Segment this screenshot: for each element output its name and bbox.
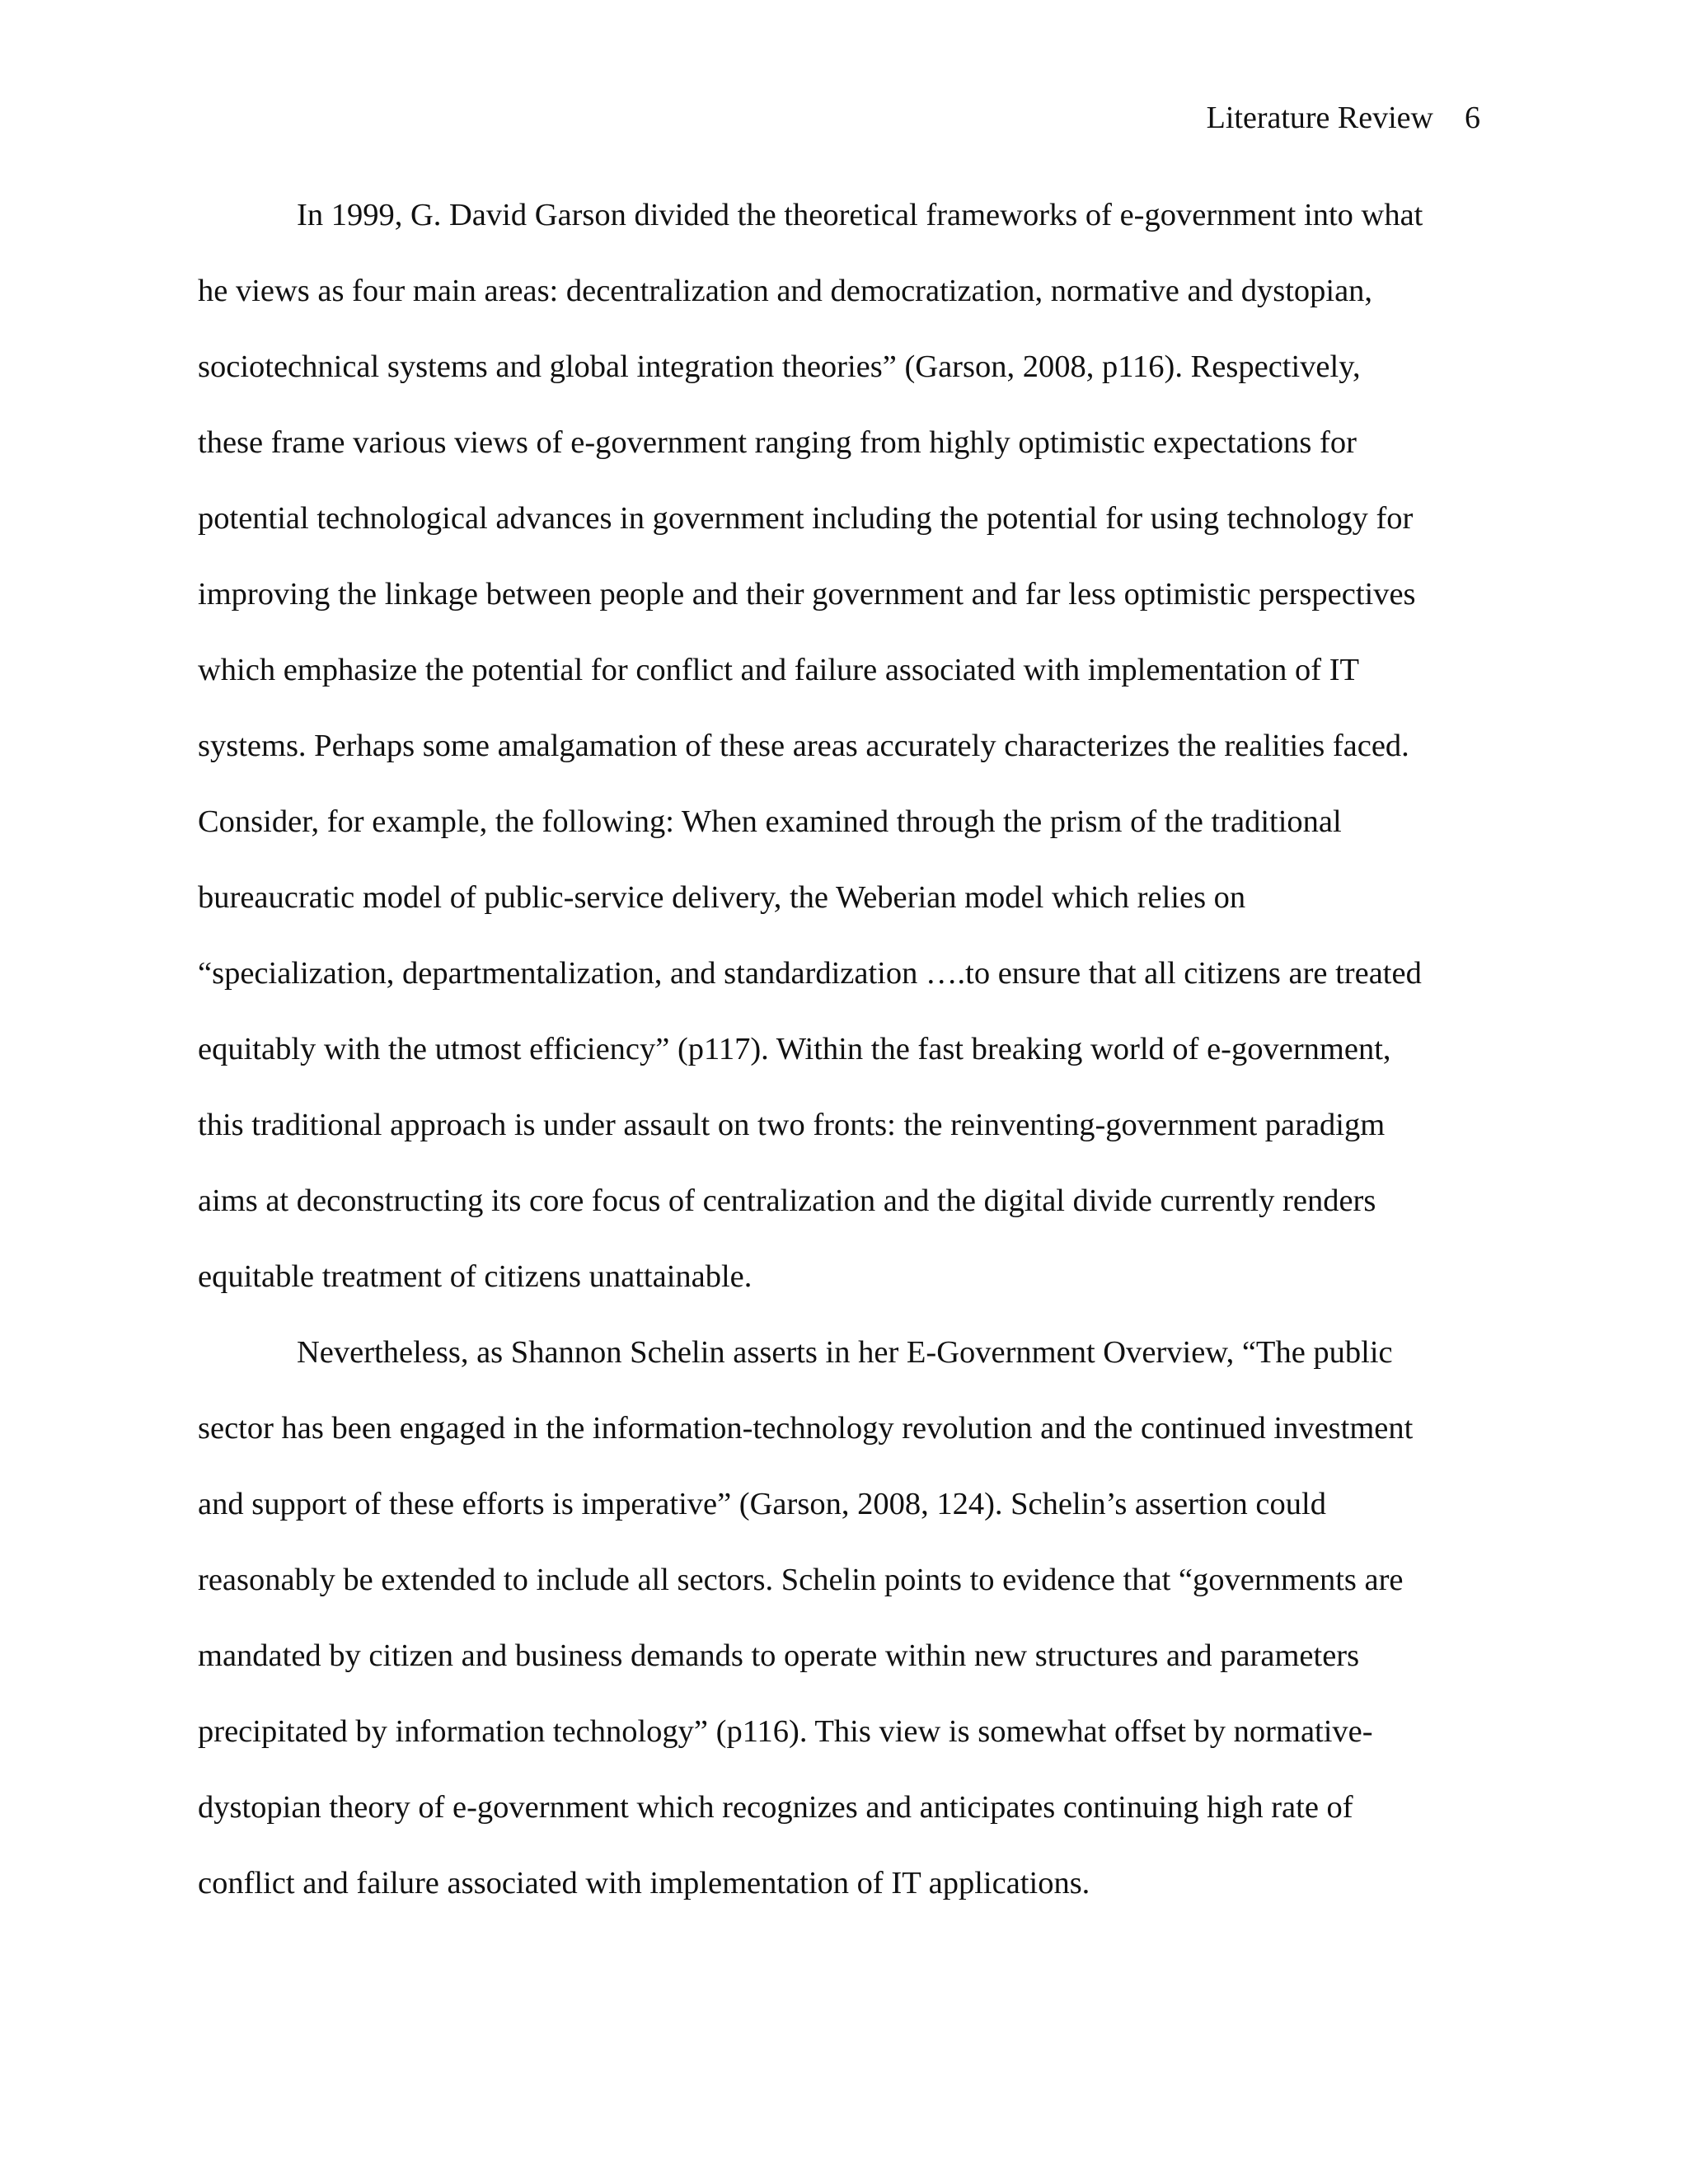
text-line: this traditional approach is under assault on two fronts: the reinventing-government paradigm: [198, 1108, 1386, 1142]
text-line: these frame various views of e-government ranging from highly optimistic expectations for: [198, 425, 1357, 460]
text-line: conflict and failure associated with implementation of IT applications.: [198, 1866, 1090, 1900]
text-line: potential technological advances in government including the potential for using technology for: [198, 501, 1414, 536]
paragraph-1: [198, 193, 1490, 1330]
text-line: mandated by citizen and business demands to operate within new structures and parameters: [198, 1638, 1360, 1673]
paragraph-2: [198, 1330, 1490, 1937]
text-line: equitably with the utmost efficiency” (p117). Within the fast breaking world of e-government,: [198, 1032, 1391, 1066]
text-line: dystopian theory of e-government which recognizes and anticipates continuing high rate of: [198, 1790, 1353, 1825]
text-line: Nevertheless, as Shannon Schelin asserts in her E-Government Overview, “The public: [297, 1335, 1393, 1370]
text-line: sector has been engaged in the information-technology revolution and the continued investment: [198, 1411, 1414, 1446]
text-line: In 1999, G. David Garson divided the theoretical frameworks of e-government into what: [297, 198, 1423, 232]
text-line: he views as four main areas: decentralization and democratization, normative and dystopian,: [198, 274, 1373, 308]
body-text: [198, 193, 1490, 1937]
text-line: bureaucratic model of public-service delivery, the Weberian model which relies on: [198, 880, 1246, 915]
text-line: “specialization, departmentalization, and standardization ….to ensure that all citizens are treated: [198, 956, 1422, 991]
text-line: improving the linkage between people and their government and far less optimistic perspectives: [198, 577, 1416, 612]
text-line: aims at deconstructing its core focus of centralization and the digital divide currently renders: [198, 1183, 1376, 1218]
text-line: which emphasize the potential for conflict and failure associated with implementation of IT: [198, 653, 1360, 687]
text-line: reasonably be extended to include all sectors. Schelin points to evidence that “governments are: [198, 1563, 1404, 1597]
text-line: Consider, for example, the following: When examined through the prism of the traditional: [198, 804, 1342, 839]
text-line: precipitated by information technology” (p116). This view is somewhat offset by normative-: [198, 1714, 1373, 1749]
text-line: sociotechnical systems and global integration theories” (Garson, 2008, p116). Respectively,: [198, 349, 1361, 384]
text-line: systems. Perhaps some amalgamation of these areas accurately characterizes the realities faced.: [198, 729, 1409, 763]
text-line: equitable treatment of citizens unattainable.: [198, 1259, 753, 1294]
page-number: 6: [1465, 101, 1480, 135]
running-head-title: Literature Review: [1206, 101, 1433, 135]
running-head: [1207, 96, 1480, 140]
text-line: and support of these efforts is imperative” (Garson, 2008, 124). Schelin’s assertion could: [198, 1487, 1326, 1521]
